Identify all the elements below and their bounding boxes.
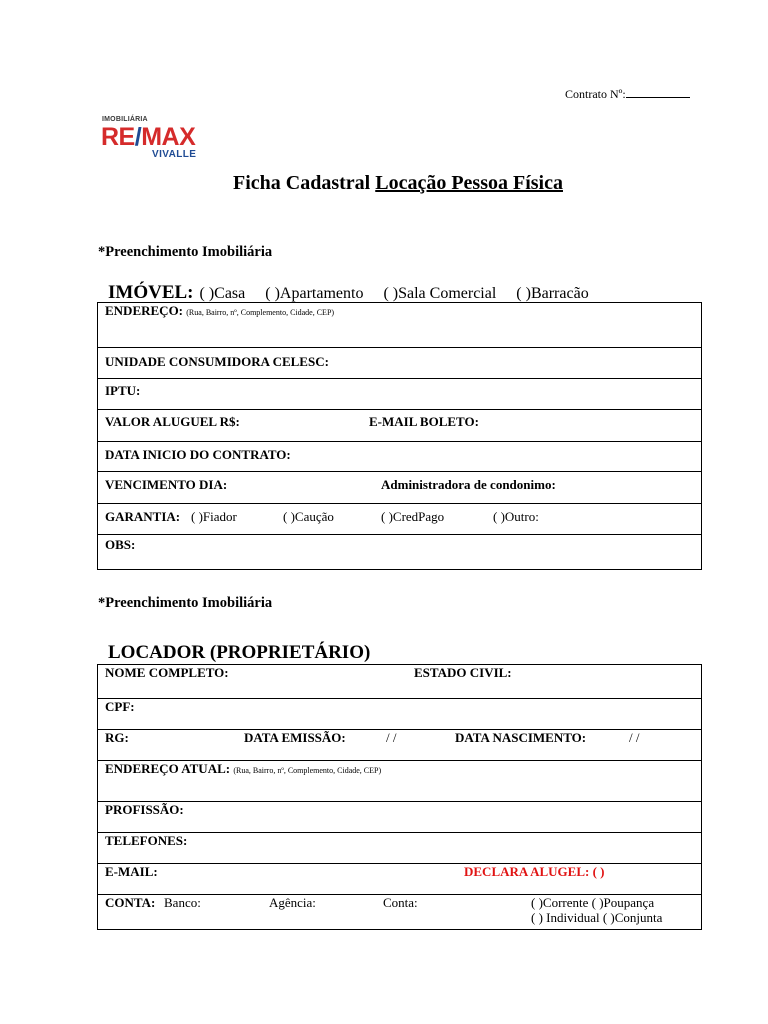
remax-logo — [101, 116, 213, 162]
row-email[interactable] — [98, 864, 702, 895]
row-conta[interactable] — [98, 895, 702, 930]
contract-number — [565, 86, 690, 102]
section-note-2: *Preenchimento Imobiliária — [98, 595, 273, 611]
title-part1: Ficha Cadastral — [233, 172, 376, 194]
endereco-label: ENDEREÇO: — [105, 303, 184, 318]
rg-label: RG: — [105, 730, 129, 745]
row-endereco-atual[interactable] — [98, 761, 702, 802]
endereco-hint: (Rua, Bairro, nº, Complemento, Cidade, CEP) — [186, 308, 335, 317]
garantia-caucao[interactable]: ( )Caução — [283, 509, 334, 524]
cpf-label: CPF: — [105, 699, 135, 714]
profissao-label: PROFISSÃO: — [105, 802, 184, 817]
endereco-atual-label: ENDEREÇO ATUAL: — [105, 761, 231, 776]
section-note-1: *Preenchimento Imobiliária — [98, 244, 273, 260]
vencimento-label: VENCIMENTO DIA: — [105, 477, 228, 492]
garantia-label: GARANTIA: — [105, 509, 181, 524]
email-boleto-label: E-MAIL BOLETO: — [369, 414, 479, 429]
logo-re: RE — [101, 123, 135, 151]
obs-label: OBS: — [105, 537, 136, 552]
garantia-outro[interactable]: ( )Outro: — [493, 509, 539, 524]
row-unidade[interactable] — [98, 348, 702, 379]
row-vencimento[interactable] — [98, 472, 702, 504]
locador-heading: LOCADOR (PROPRIETÁRIO) — [108, 642, 371, 663]
logo-supertitle: IMOBILIÁRIA — [102, 116, 148, 123]
conta-label: CONTA: — [105, 895, 156, 910]
row-garantia[interactable] — [98, 504, 702, 535]
declara-aluguel-label[interactable]: DECLARA ALUGEL: ( ) — [464, 864, 605, 879]
row-profissao[interactable] — [98, 802, 702, 833]
unidade-label: UNIDADE CONSUMIDORA CELESC: — [105, 354, 329, 369]
option-apartamento[interactable]: ( )Apartamento — [265, 285, 364, 302]
row-telefones[interactable] — [98, 833, 702, 864]
garantia-credpago[interactable]: ( )CredPago — [381, 509, 445, 524]
row-endereco[interactable] — [98, 303, 702, 348]
page-title — [0, 172, 768, 195]
data-nascimento-separators[interactable]: / / — [629, 730, 640, 745]
data-emissao-label: DATA EMISSÃO: — [244, 730, 346, 745]
garantia-fiador[interactable]: ( )Fiador — [191, 509, 237, 524]
title-part2: Locação Pessoa Física — [375, 172, 563, 194]
account-type-line2[interactable]: ( ) Individual ( )Conjunta — [531, 910, 663, 925]
endereco-atual-hint: (Rua, Bairro, nº, Complemento, Cidade, CEP) — [233, 766, 382, 775]
logo-slash: / — [134, 123, 142, 151]
contract-number-blank[interactable] — [626, 86, 690, 98]
row-nome[interactable] — [98, 665, 702, 699]
data-nascimento-label: DATA NASCIMENTO: — [455, 730, 587, 745]
property-table — [97, 302, 702, 570]
agencia-label: Agência: — [269, 895, 316, 910]
email-label: E-MAIL: — [105, 864, 158, 879]
row-obs[interactable] — [98, 535, 702, 570]
data-emissao-separators[interactable]: / / — [386, 730, 397, 745]
locador-table — [97, 664, 702, 930]
option-barracao[interactable]: ( )Barracão — [516, 285, 589, 302]
row-iptu[interactable] — [98, 379, 702, 410]
data-inicio-label: DATA INICIO DO CONTRATO: — [105, 447, 291, 462]
valor-label: VALOR ALUGUEL R$: — [105, 414, 240, 429]
logo-subtitle: VIVALLE — [152, 149, 197, 160]
row-data-inicio[interactable] — [98, 442, 702, 472]
estado-civil-label: ESTADO CIVIL: — [414, 665, 512, 680]
logo-max: MAX — [141, 123, 196, 151]
nome-label: NOME COMPLETO: — [105, 665, 229, 680]
banco-label: Banco: — [164, 895, 201, 910]
row-cpf[interactable] — [98, 699, 702, 730]
account-type-line1[interactable]: ( )Corrente ( )Poupança — [531, 895, 655, 910]
conta-number-label: Conta: — [383, 895, 418, 910]
telefones-label: TELEFONES: — [105, 833, 188, 848]
option-casa[interactable]: ( )Casa — [199, 285, 246, 302]
logo-wordmark — [101, 124, 195, 150]
row-valor-email[interactable] — [98, 410, 702, 442]
property-type-line — [108, 282, 603, 304]
row-rg[interactable] — [98, 730, 702, 761]
imovel-label: IMÓVEL: — [108, 282, 194, 303]
admin-label: Administradora de condonimo: — [381, 477, 556, 492]
contract-number-label: Contrato Nº: — [565, 87, 626, 101]
iptu-label: IPTU: — [105, 383, 141, 398]
option-sala-comercial[interactable]: ( )Sala Comercial — [383, 285, 497, 302]
